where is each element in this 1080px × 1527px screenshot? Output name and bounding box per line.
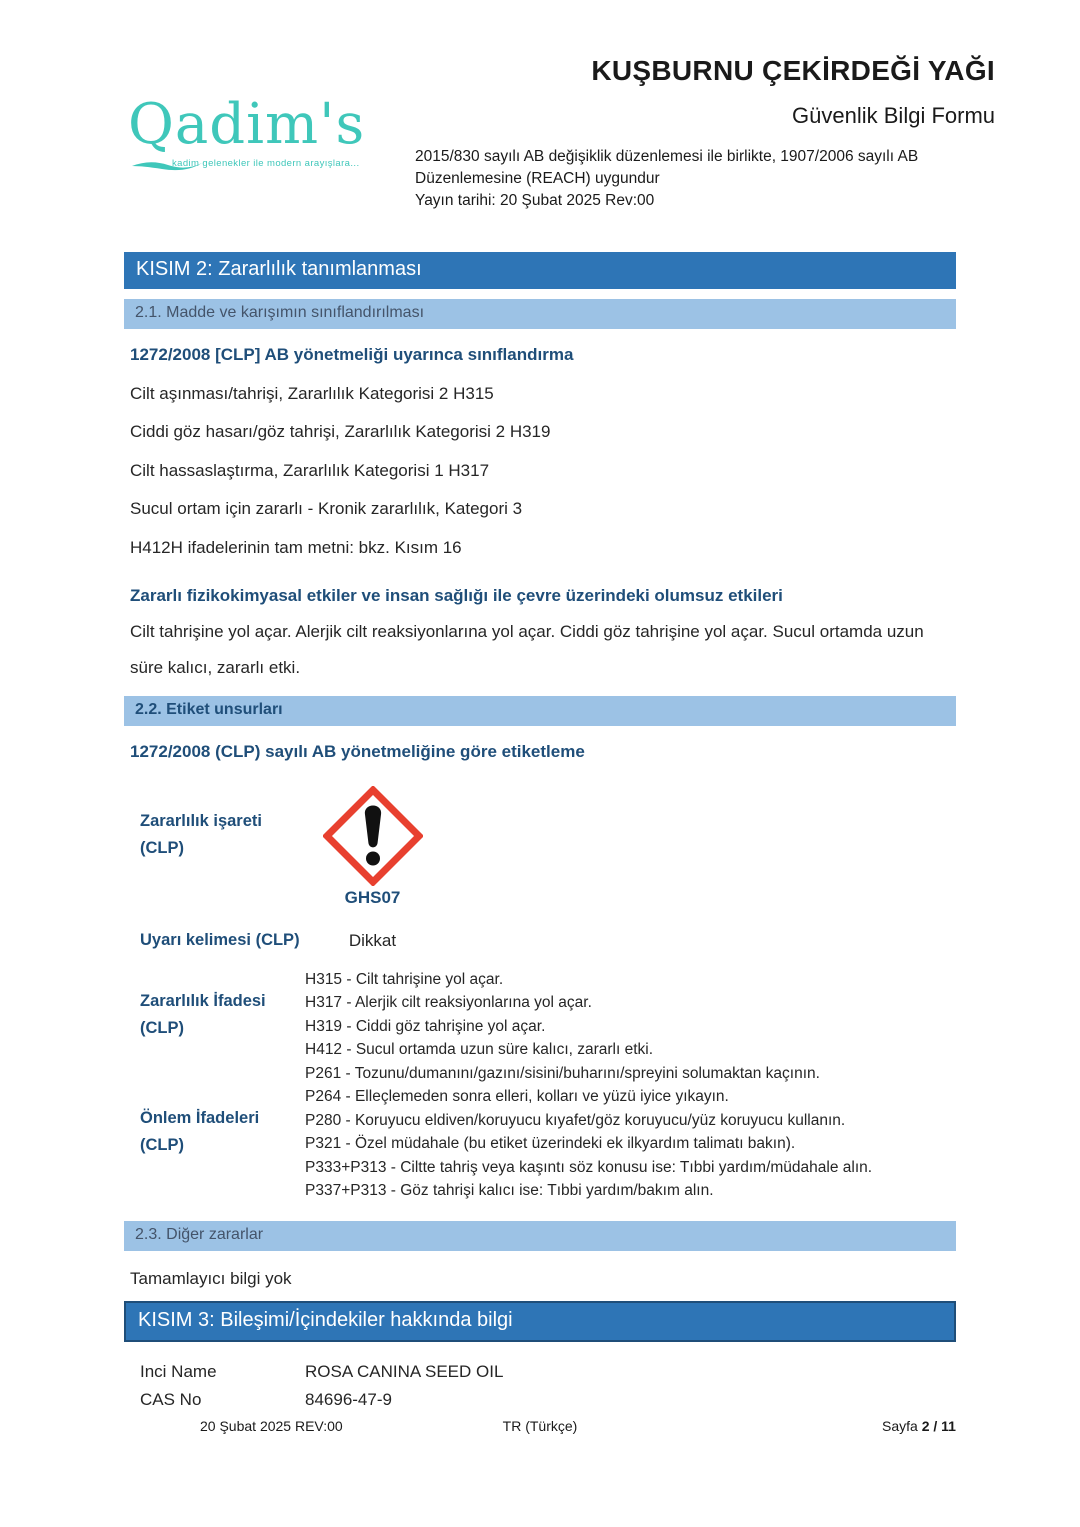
hazard-statements-row <box>140 968 956 1062</box>
footer-language: TR (Türkçe) <box>502 1418 578 1434</box>
footer-page-indicator <box>681 1418 956 1434</box>
issue-date-line: Yayın tarihi: 20 Şubat 2025 Rev:00 <box>415 192 655 209</box>
pictogram-row <box>140 786 956 908</box>
precautionary-statement: P337+P313 - Göz tahrişi kalıcı ise: Tıbbi yardım/bakım alın. <box>305 1182 714 1199</box>
logo-wave-icon <box>130 158 204 174</box>
document-type-title: Güvenlik Bilgi Formu <box>792 103 995 128</box>
subsection-2-1-bar: 2.1. Madde ve karışımın sınıflandırılması <box>124 299 956 329</box>
ghs07-exclamation-pictogram-icon <box>323 786 423 886</box>
composition-label: CAS No <box>140 1389 202 1409</box>
composition-value: ROSA CANINA SEED OIL <box>305 1361 504 1381</box>
precautionary-statements-row <box>140 1062 956 1203</box>
company-logo <box>128 92 400 169</box>
precautionary-statements-label: Önlem İfadeleri (CLP) <box>140 1109 260 1154</box>
composition-table <box>140 1358 956 1414</box>
precautionary-statements-list <box>305 1062 872 1203</box>
composition-value: 84696-47-9 <box>305 1389 392 1409</box>
clp-classification-heading: 1272/2008 [CLP] AB yönetmeliği uyarınca sınıflandırma <box>130 345 574 364</box>
classification-list <box>124 382 956 560</box>
pictogram-cell <box>305 786 440 908</box>
adverse-effects-text: Cilt tahrişine yol açar. Alerjik cilt reaksiyonlarına yol açar. Ciddi göz tahrişine yol açar. Sucul ortamda uzun süre kalıcı, zararlı etki. <box>130 621 924 677</box>
precautionary-statement: P264 - Elleçlemeden sonra elleri, kolları ve yüzü iyice yıkayın. <box>305 1088 729 1105</box>
hazard-statement: H412 - Sucul ortamda uzun süre kalıcı, zararlı etki. <box>305 1041 654 1058</box>
precautionary-statement: P261 - Tozunu/dumanını/gazını/sisini/buharını/spreyini solumaktan kaçının. <box>305 1064 820 1082</box>
footer-page-prefix: Sayfa <box>882 1418 922 1434</box>
precautionary-statement: P280 - Koruyucu eldiven/koruyucu kıyafet/göz koruyucu/yüz koruyucu kullanın. <box>305 1111 846 1129</box>
hazard-statements-list <box>305 968 653 1062</box>
page-footer <box>124 1418 956 1434</box>
pictogram-row-label: Zararlılık işareti (CLP) <box>140 811 262 857</box>
hazard-statement: H317 - Alerjik cilt reaksiyonlarına yol açar. <box>305 994 592 1011</box>
logo-tagline: kadim gelenekler ile modern arayışlara... <box>172 157 360 169</box>
signal-word-label: Uyarı kelimesi (CLP) <box>140 931 300 949</box>
composition-row <box>140 1358 956 1386</box>
classification-line: H412H ifadelerinin tam metni: bkz. Kısım 16 <box>130 537 462 557</box>
logo-wordmark: Qadim's <box>128 92 366 157</box>
compliance-text: 2015/830 sayılı AB değişiklik düzenlemesi ile birlikte, 1907/2006 sayılı AB Düzenlemesine (REACH) uygundur <box>415 148 919 187</box>
clp-label-table <box>140 786 956 1203</box>
pictogram-code: GHS07 <box>344 887 401 907</box>
other-hazards-text: Tamamlayıcı bilgi yok <box>130 1268 292 1288</box>
document-header <box>0 0 1080 252</box>
precautionary-statement: P321 - Özel müdahale (bu etiket üzerindeki ek ilkyardım talimatı bakın). <box>305 1135 796 1152</box>
compliance-statement <box>415 146 975 212</box>
composition-label: Inci Name <box>140 1361 217 1381</box>
precautionary-statement: P333+P313 - Ciltte tahriş veya kaşıntı söz konusu ise: Tıbbi yardım/müdahale alın. <box>305 1158 873 1176</box>
hazard-statement: H319 - Ciddi göz tahrişine yol açar. <box>305 1017 546 1035</box>
composition-row <box>140 1386 956 1414</box>
classification-line: Cilt aşınması/tahrişi, Zararlılık Kategorisi 2 H315 <box>130 383 494 403</box>
hazard-statement: H315 - Cilt tahrişine yol açar. <box>305 970 504 988</box>
adverse-effects-heading: Zararlı fizikokimyasal etkiler ve insan sağlığı ile çevre üzerindeki olumsuz etkileri <box>130 585 783 605</box>
product-title: KUŞBURNU ÇEKİRDEĞİ YAĞI <box>591 55 995 86</box>
signal-word-row <box>140 914 956 968</box>
classification-line: Sucul ortam için zararlı - Kronik zararlılık, Kategori 3 <box>130 499 523 518</box>
subsection-2-3-bar: 2.3. Diğer zararlar <box>124 1221 956 1251</box>
classification-line: Cilt hassaslaştırma, Zararlılık Kategorisi 1 H317 <box>130 460 490 480</box>
hazard-statements-label: Zararlılık İfadesi (CLP) <box>140 991 266 1037</box>
signal-word-value: Dikkat <box>348 930 397 950</box>
section-2-header-bar: KISIM 2: Zararlılık tanımlanması <box>124 252 956 289</box>
document-body <box>0 252 1080 1414</box>
classification-line: Ciddi göz hasarı/göz tahrişi, Zararlılık Kategorisi 2 H319 <box>130 422 551 441</box>
footer-revision: 20 Şubat 2025 REV:00 <box>200 1418 343 1434</box>
footer-page-numbers: 2 / 11 <box>921 1418 956 1434</box>
subsection-2-2-bar: 2.2. Etiket unsurları <box>124 696 956 726</box>
labeling-heading: 1272/2008 (CLP) sayılı AB yönetmeliğine göre etiketleme <box>130 741 585 761</box>
section-3-header-bar: KISIM 3: Bileşimi/İçindekiler hakkında bilgi <box>124 1301 956 1342</box>
